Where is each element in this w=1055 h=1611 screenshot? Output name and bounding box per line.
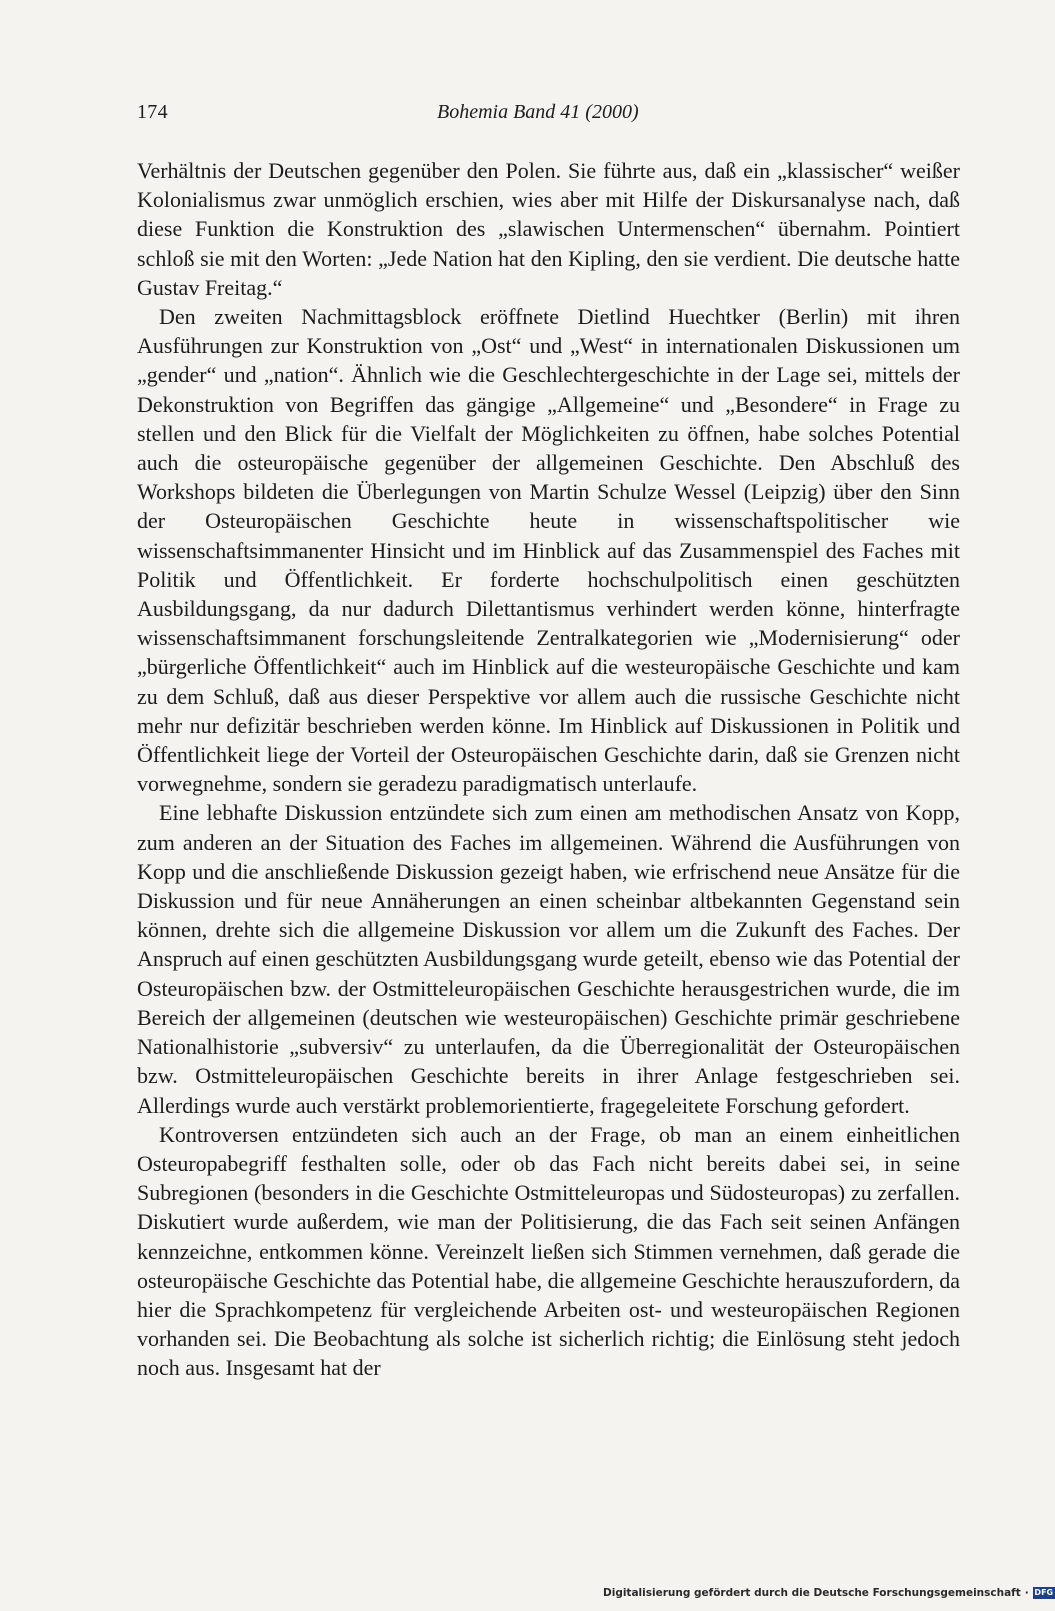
body-text <box>137 156 960 1383</box>
paragraph: Kontroversen entzündeten sich auch an der Frage, ob man an einem einheitlichen Osteuropabegriff festhalten solle, oder ob das Fach nicht bereits dabei sei, in seine Subregionen (besonders in die Geschichte Ostmitteleuropas und Südosteuropas) zu zerfallen. Diskutiert wurde außerdem, wie man der Politisierung, die das Fach seit seinen Anfängen kennzeichne, entkommen könne. Vereinzelt ließen sich Stimmen vernehmen, daß gerade die osteuropäische Geschichte das Potential habe, die allgemeine Geschichte herauszufordern, da hier die Sprachkompetenz für vergleichende Arbeiten ost- und westeuropäischen Regionen vorhanden sei. Die Beobachtung als solche ist sicherlich richtig; die Einlösung steht jedoch noch aus. Insgesamt hat der <box>137 1121 960 1381</box>
dfg-logo-icon: DFG <box>1034 1588 1054 1597</box>
page-number: 174 <box>137 101 168 123</box>
page-header <box>137 101 997 135</box>
footer-text: Digitalisierung gefördert durch die Deutsche Forschungsgemeinschaft <box>603 1587 1021 1599</box>
running-title: Bohemia Band 41 (2000) <box>437 101 639 123</box>
digitization-footer: Digitalisierung gefördert durch die Deutsche Forschungsgemeinschaft · DFG <box>603 1587 1054 1599</box>
paragraph: Eine lebhafte Diskussion entzündete sich zum einen am methodischen Ansatz von Kopp, zum anderen an der Situation des Faches im allgemeinen. Während die Ausführungen von Kopp und die anschließende Diskussion gezeigt haben, wie erfrischend neue Ansätze für die Diskussion und für neue Annäherungen an einen scheinbar altbekannten Gegenstand sein können, drehte sich die allgemeine Diskussion vor allem um die Zukunft des Faches. Der Anspruch auf einen geschützten Ausbildungsgang wurde geteilt, ebenso wie das Potential der Osteuropäischen bzw. der Ostmitteleuropäischen Geschichte herausgestrichen wurde, die im Bereich der allgemeinen (deutschen wie westeuropäischen) Geschichte primär geschriebene Nationalhistorie „subversiv“ zu unterlaufen, da die Überregionalität der Osteuropäischen bzw. Ostmitteleuropäischen Geschichte bereits in ihrer Anlage festgeschrieben sei. Allerdings wurde auch verstärkt problemorientierte, fragegeleitete Forschung gefordert. <box>137 800 960 1118</box>
paragraph: Verhältnis der Deutschen gegenüber den Polen. Sie führte aus, daß ein „klassischer“ weißer Kolonialismus zwar unmöglich erschien, wies aber mit Hilfe der Diskursanalyse nach, daß diese Funktion die Konstruktion des „slawischen Untermenschen“ übernahm. Pointiert schloß sie mit den Worten: „Jede Nation hat den Kipling, den sie verdient. Die deutsche hatte Gustav Freitag.“ <box>137 158 960 300</box>
paragraph: Den zweiten Nachmittagsblock eröffnete Dietlind Huechtker (Berlin) mit ihren Ausführungen zur Konstruktion von „Ost“ und „West“ in internationalen Diskussionen um „gender“ und „nation“. Ähnlich wie die Geschlechtergeschichte in der Lage sei, mittels der Dekonstruktion von Begriffen das gängige „Allgemeine“ und „Besondere“ in Frage zu stellen und den Blick für die Vielfalt der Möglichkeiten zu öffnen, habe solches Potential auch die osteuropäische gegenüber der allgemeinen Geschichte. Den Abschluß des Workshops bildeten die Überlegungen von Martin Schulze Wessel (Leipzig) über den Sinn der Osteuropäischen Geschichte heute in wissenschaftspolitischer wie wissenschaftsimmanenter Hinsicht und im Hinblick auf das Zusammenspiel des Faches mit Politik und Öffentlichkeit. Er forderte hochschulpolitisch einen geschützten Ausbildungsgang, da nur dadurch Dilettantismus verhindert werden könne, hinterfragte wissenschaftsimmanent forschungsleitende Zentralkategorien wie „Modernisierung“ oder „bürgerliche Öffentlichkeit“ auch im Hinblick auf die westeuropäische Geschichte und kam zu dem Schluß, daß aus dieser Perspektive vor allem auch die russische Geschichte nicht mehr nur defizitär beschrieben werden könne. Im Hinblick auf Diskussionen in Politik und Öffentlichkeit liege der Vorteil der Osteuropäischen Geschichte darin, daß sie Grenzen nicht vorwegnehme, sondern sie geradezu paradigmatisch unterlaufe. <box>137 304 960 797</box>
